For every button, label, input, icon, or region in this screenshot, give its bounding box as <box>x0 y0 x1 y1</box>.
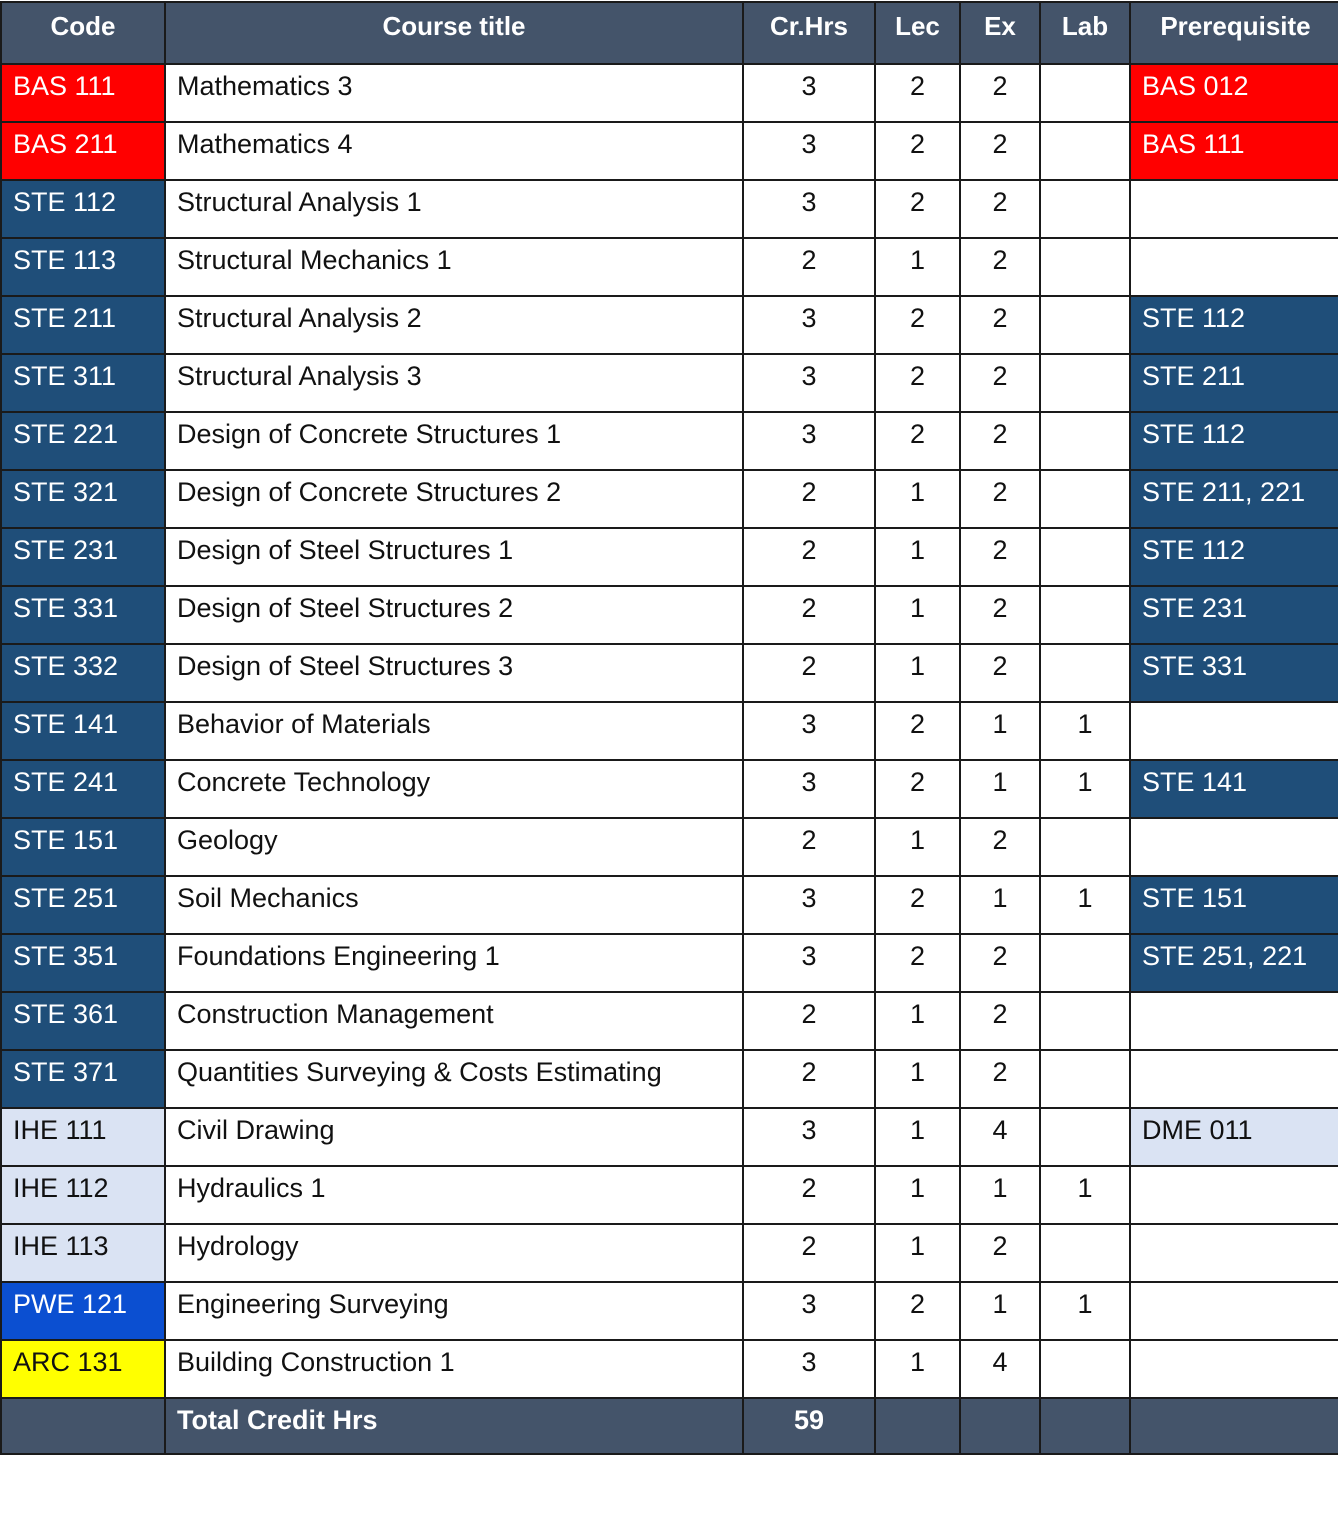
course-code: STE 231 <box>1 528 165 586</box>
exercise-hours: 2 <box>960 1050 1040 1108</box>
lecture-hours: 1 <box>875 992 960 1050</box>
prerequisite <box>1130 1050 1338 1108</box>
course-code: STE 151 <box>1 818 165 876</box>
header-row <box>1 2 1338 64</box>
course-code: BAS 111 <box>1 64 165 122</box>
prerequisite: DME 011 <box>1130 1108 1338 1166</box>
course-title: Engineering Surveying <box>165 1282 743 1340</box>
exercise-hours: 2 <box>960 122 1040 180</box>
credit-hours: 2 <box>743 238 875 296</box>
lab-hours: 1 <box>1040 760 1130 818</box>
course-title: Structural Analysis 2 <box>165 296 743 354</box>
credit-hours: 2 <box>743 1224 875 1282</box>
course-code: STE 332 <box>1 644 165 702</box>
table-row <box>1 296 1338 354</box>
lecture-hours: 2 <box>875 180 960 238</box>
lecture-hours: 2 <box>875 1282 960 1340</box>
course-title: Foundations Engineering 1 <box>165 934 743 992</box>
lab-hours <box>1040 818 1130 876</box>
lab-hours <box>1040 992 1130 1050</box>
credit-hours: 3 <box>743 1282 875 1340</box>
table-row <box>1 818 1338 876</box>
table-row <box>1 412 1338 470</box>
lab-hours: 1 <box>1040 1282 1130 1340</box>
prerequisite <box>1130 1166 1338 1224</box>
exercise-hours: 4 <box>960 1340 1040 1398</box>
credit-hours: 3 <box>743 702 875 760</box>
prerequisite <box>1130 818 1338 876</box>
credit-hours: 3 <box>743 122 875 180</box>
prerequisite: STE 211 <box>1130 354 1338 412</box>
course-code: STE 211 <box>1 296 165 354</box>
lecture-hours: 1 <box>875 470 960 528</box>
lab-hours <box>1040 934 1130 992</box>
exercise-hours: 1 <box>960 876 1040 934</box>
prerequisite: STE 251, 221 <box>1130 934 1338 992</box>
course-title: Geology <box>165 818 743 876</box>
lab-hours <box>1040 1108 1130 1166</box>
course-code: STE 331 <box>1 586 165 644</box>
course-title: Soil Mechanics <box>165 876 743 934</box>
lab-hours <box>1040 122 1130 180</box>
course-code: STE 221 <box>1 412 165 470</box>
exercise-hours: 2 <box>960 296 1040 354</box>
table-row <box>1 122 1338 180</box>
course-code: IHE 112 <box>1 1166 165 1224</box>
prerequisite <box>1130 992 1338 1050</box>
prerequisite <box>1130 1282 1338 1340</box>
total-credit-hrs-label: Total Credit Hrs <box>165 1398 743 1454</box>
table-row <box>1 760 1338 818</box>
lecture-hours: 2 <box>875 64 960 122</box>
credit-hours: 2 <box>743 1166 875 1224</box>
prerequisite: STE 211, 221 <box>1130 470 1338 528</box>
table-row <box>1 934 1338 992</box>
course-title: Design of Steel Structures 2 <box>165 586 743 644</box>
lab-hours: 1 <box>1040 1166 1130 1224</box>
header-course-title: Course title <box>165 2 743 64</box>
table-row <box>1 1282 1338 1340</box>
credit-hours: 2 <box>743 528 875 586</box>
exercise-hours: 2 <box>960 528 1040 586</box>
credit-hours: 3 <box>743 934 875 992</box>
credit-hours: 2 <box>743 586 875 644</box>
total-row <box>1 1398 1338 1454</box>
lecture-hours: 2 <box>875 760 960 818</box>
table-row <box>1 1108 1338 1166</box>
prerequisite: BAS 012 <box>1130 64 1338 122</box>
table-row <box>1 876 1338 934</box>
lecture-hours: 2 <box>875 296 960 354</box>
course-title: Behavior of Materials <box>165 702 743 760</box>
table-row <box>1 1224 1338 1282</box>
course-title: Concrete Technology <box>165 760 743 818</box>
total-empty-lec <box>875 1398 960 1454</box>
prerequisite: STE 331 <box>1130 644 1338 702</box>
exercise-hours: 2 <box>960 180 1040 238</box>
exercise-hours: 1 <box>960 1282 1040 1340</box>
credit-hours: 3 <box>743 760 875 818</box>
table-row <box>1 1340 1338 1398</box>
lab-hours <box>1040 296 1130 354</box>
course-title: Design of Concrete Structures 2 <box>165 470 743 528</box>
credit-hours: 2 <box>743 992 875 1050</box>
course-code: STE 321 <box>1 470 165 528</box>
course-title: Structural Mechanics 1 <box>165 238 743 296</box>
total-empty-lab <box>1040 1398 1130 1454</box>
course-code: STE 141 <box>1 702 165 760</box>
prerequisite <box>1130 1224 1338 1282</box>
course-code: STE 371 <box>1 1050 165 1108</box>
course-title: Design of Steel Structures 1 <box>165 528 743 586</box>
exercise-hours: 2 <box>960 412 1040 470</box>
exercise-hours: 2 <box>960 1224 1040 1282</box>
lecture-hours: 1 <box>875 1050 960 1108</box>
credit-hours: 3 <box>743 1340 875 1398</box>
lab-hours <box>1040 64 1130 122</box>
table-row <box>1 354 1338 412</box>
header-credit-hours: Cr.Hrs <box>743 2 875 64</box>
course-code: STE 251 <box>1 876 165 934</box>
course-title: Mathematics 4 <box>165 122 743 180</box>
course-code: STE 241 <box>1 760 165 818</box>
course-table <box>0 1 1338 1455</box>
course-title: Hydraulics 1 <box>165 1166 743 1224</box>
course-code: PWE 121 <box>1 1282 165 1340</box>
table-row <box>1 470 1338 528</box>
lecture-hours: 2 <box>875 354 960 412</box>
exercise-hours: 2 <box>960 644 1040 702</box>
course-title: Building Construction 1 <box>165 1340 743 1398</box>
lecture-hours: 2 <box>875 412 960 470</box>
lab-hours <box>1040 180 1130 238</box>
prerequisite: STE 231 <box>1130 586 1338 644</box>
course-code: ARC 131 <box>1 1340 165 1398</box>
table-row <box>1 528 1338 586</box>
course-title: Quantities Surveying & Costs Estimating <box>165 1050 743 1108</box>
lab-hours <box>1040 1340 1130 1398</box>
course-code: STE 113 <box>1 238 165 296</box>
total-empty-code <box>1 1398 165 1454</box>
exercise-hours: 1 <box>960 1166 1040 1224</box>
lecture-hours: 1 <box>875 1224 960 1282</box>
credit-hours: 3 <box>743 296 875 354</box>
course-title: Structural Analysis 3 <box>165 354 743 412</box>
exercise-hours: 2 <box>960 818 1040 876</box>
course-title: Design of Steel Structures 3 <box>165 644 743 702</box>
prerequisite: STE 112 <box>1130 528 1338 586</box>
course-code: IHE 111 <box>1 1108 165 1166</box>
lecture-hours: 2 <box>875 876 960 934</box>
lecture-hours: 2 <box>875 934 960 992</box>
course-code: STE 112 <box>1 180 165 238</box>
prerequisite: STE 141 <box>1130 760 1338 818</box>
course-code: BAS 211 <box>1 122 165 180</box>
lecture-hours: 1 <box>875 644 960 702</box>
credit-hours: 3 <box>743 1108 875 1166</box>
credit-hours: 2 <box>743 644 875 702</box>
course-code: IHE 113 <box>1 1224 165 1282</box>
lecture-hours: 1 <box>875 818 960 876</box>
header-code: Code <box>1 2 165 64</box>
lecture-hours: 1 <box>875 528 960 586</box>
lab-hours <box>1040 528 1130 586</box>
lab-hours <box>1040 238 1130 296</box>
credit-hours: 2 <box>743 818 875 876</box>
lab-hours <box>1040 586 1130 644</box>
header-prerequisite: Prerequisite <box>1130 2 1338 64</box>
credit-hours: 3 <box>743 180 875 238</box>
lecture-hours: 1 <box>875 1108 960 1166</box>
course-title: Civil Drawing <box>165 1108 743 1166</box>
course-code: STE 361 <box>1 992 165 1050</box>
total-empty-ex <box>960 1398 1040 1454</box>
course-title: Design of Concrete Structures 1 <box>165 412 743 470</box>
lab-hours <box>1040 1224 1130 1282</box>
lab-hours: 1 <box>1040 876 1130 934</box>
table-row <box>1 238 1338 296</box>
prerequisite: STE 151 <box>1130 876 1338 934</box>
exercise-hours: 2 <box>960 354 1040 412</box>
exercise-hours: 4 <box>960 1108 1040 1166</box>
lab-hours <box>1040 412 1130 470</box>
table-row <box>1 64 1338 122</box>
exercise-hours: 2 <box>960 586 1040 644</box>
credit-hours: 3 <box>743 64 875 122</box>
course-code: STE 351 <box>1 934 165 992</box>
prerequisite: BAS 111 <box>1130 122 1338 180</box>
credit-hours: 3 <box>743 412 875 470</box>
exercise-hours: 2 <box>960 238 1040 296</box>
header-lecture: Lec <box>875 2 960 64</box>
credit-hours: 3 <box>743 354 875 412</box>
exercise-hours: 1 <box>960 702 1040 760</box>
lecture-hours: 2 <box>875 122 960 180</box>
exercise-hours: 2 <box>960 934 1040 992</box>
prerequisite: STE 112 <box>1130 296 1338 354</box>
prerequisite: STE 112 <box>1130 412 1338 470</box>
course-title: Mathematics 3 <box>165 64 743 122</box>
prerequisite <box>1130 702 1338 760</box>
credit-hours: 2 <box>743 1050 875 1108</box>
table-row <box>1 586 1338 644</box>
table-row <box>1 992 1338 1050</box>
lab-hours <box>1040 354 1130 412</box>
credit-hours: 3 <box>743 876 875 934</box>
prerequisite <box>1130 1340 1338 1398</box>
course-code: STE 311 <box>1 354 165 412</box>
table-row <box>1 180 1338 238</box>
lecture-hours: 1 <box>875 238 960 296</box>
credit-hours: 2 <box>743 470 875 528</box>
lecture-hours: 1 <box>875 1166 960 1224</box>
header-lab: Lab <box>1040 2 1130 64</box>
lab-hours <box>1040 644 1130 702</box>
lab-hours <box>1040 470 1130 528</box>
lecture-hours: 1 <box>875 1340 960 1398</box>
prerequisite <box>1130 238 1338 296</box>
course-title: Structural Analysis 1 <box>165 180 743 238</box>
table-row <box>1 702 1338 760</box>
prerequisite <box>1130 180 1338 238</box>
lab-hours: 1 <box>1040 702 1130 760</box>
lecture-hours: 1 <box>875 586 960 644</box>
exercise-hours: 2 <box>960 470 1040 528</box>
exercise-hours: 2 <box>960 64 1040 122</box>
total-empty-pre <box>1130 1398 1338 1454</box>
header-exercise: Ex <box>960 2 1040 64</box>
course-title: Hydrology <box>165 1224 743 1282</box>
exercise-hours: 1 <box>960 760 1040 818</box>
total-credit-hrs-value: 59 <box>743 1398 875 1454</box>
table-row <box>1 1166 1338 1224</box>
table-row <box>1 1050 1338 1108</box>
lecture-hours: 2 <box>875 702 960 760</box>
course-title: Construction Management <box>165 992 743 1050</box>
exercise-hours: 2 <box>960 992 1040 1050</box>
lab-hours <box>1040 1050 1130 1108</box>
table-row <box>1 644 1338 702</box>
